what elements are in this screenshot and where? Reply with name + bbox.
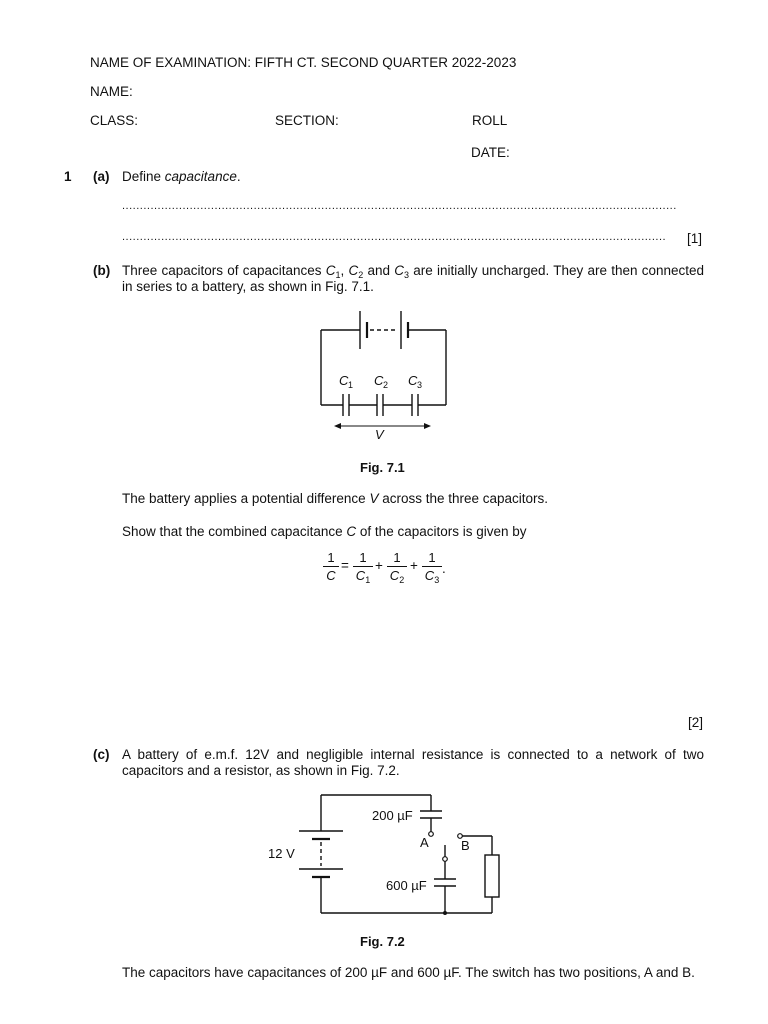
roll-label: ROLL <box>472 113 508 128</box>
part-b-label: (b) <box>93 263 111 278</box>
part-c-text: A battery of e.m.f. 12V and negligible internal resistance is connected to a network of two capacitors and a resistor, as shown in Fig. 7.2. <box>122 747 704 778</box>
fig-7-1-caption: Fig. 7.1 <box>360 460 405 475</box>
part-a-label: (a) <box>93 169 110 184</box>
resistor <box>485 855 499 897</box>
label-12v: 12 V <box>268 846 295 861</box>
label-c2: C <box>374 373 384 388</box>
label-200uf: 200 µF <box>372 808 413 823</box>
arrow-head-right <box>424 423 431 429</box>
label-c2-sub: 2 <box>383 380 389 390</box>
arrow-head-left <box>334 423 341 429</box>
frac-1-over-c: 1 C <box>323 550 339 583</box>
part-a-prompt: Define capacitance. <box>122 169 241 184</box>
part-c-label: (c) <box>93 747 110 762</box>
section-label: SECTION: <box>275 113 339 128</box>
part-b-text: Three capacitors of capacitances $C_1$, $C_2$ and $C_3$ are initially uncharged. They are then connected in series to a battery, as shown in Fig. 7.1. <box>122 263 704 294</box>
frac-1-over-c1: 1 $C_1$ <box>353 550 373 583</box>
marks-a: [1] <box>687 231 703 246</box>
switch-pivot <box>443 857 448 862</box>
question-number: 1 <box>64 169 72 184</box>
label-c1: C <box>339 373 349 388</box>
exam-title: NAME OF EXAMINATION: FIFTH CT. SECOND QUARTER 2022-2023 <box>90 55 517 70</box>
answer-line-2[interactable]: ......................................................................................................................................................... <box>122 231 667 243</box>
switch-contact-a <box>429 832 434 837</box>
frac-1-over-c3: 1 $C_3$ <box>422 550 442 583</box>
date-label: DATE: <box>471 145 510 160</box>
label-switch-a: A <box>420 835 429 850</box>
junction-dot <box>443 911 447 915</box>
label-v: V <box>375 427 384 442</box>
label-switch-b: B <box>461 838 470 853</box>
name-label: NAME: <box>90 84 133 99</box>
class-label: CLASS: <box>90 113 139 128</box>
label-600uf: 600 µF <box>386 878 427 893</box>
battery-statement: The battery applies a potential difference V across the three capacitors. <box>122 491 549 506</box>
marks-b: [2] <box>688 715 704 730</box>
frac-1-over-c2: 1 $C_2$ <box>387 550 407 583</box>
answer-line-1[interactable]: ............................................................................................................................................................ <box>122 200 677 212</box>
show-statement: Show that the combined capacitance C of the capacitors is given by <box>122 524 527 539</box>
fig-7-2-caption: Fig. 7.2 <box>360 934 405 949</box>
label-c3-sub: 3 <box>417 380 423 390</box>
label-c1-sub: 1 <box>348 380 354 390</box>
label-c3: C <box>408 373 418 388</box>
capacitance-statement: The capacitors have capacitances of 200 µF and 600 µF. The switch has two positions, A and B. <box>122 965 695 980</box>
